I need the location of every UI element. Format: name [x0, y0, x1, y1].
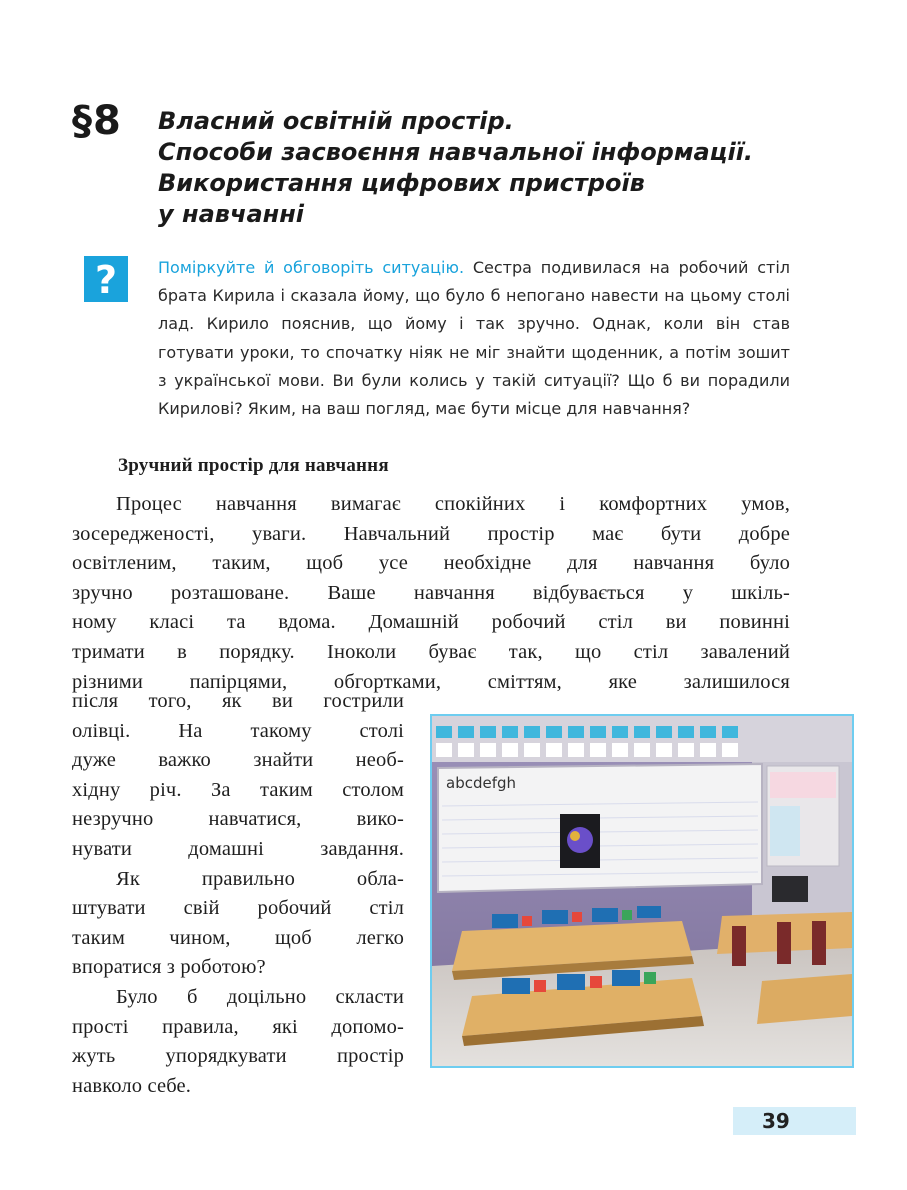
- text-line: Було б доцільно скласти: [116, 985, 404, 1008]
- text-line: штувати свій робочий стіл: [72, 897, 404, 920]
- section-number: §8: [72, 98, 122, 144]
- title-line: Способи засвоєння навчальної інформації.: [158, 138, 754, 166]
- text-line: зручно розташоване. Ваше навчання відбувається у шкіль-: [72, 581, 790, 604]
- text-line: хідну річ. За таким столом: [72, 778, 404, 801]
- text-line: тримати в порядку. Іноколи буває так, що стіл завалений: [72, 640, 790, 663]
- section-title: [158, 106, 838, 230]
- text-line: нувати домашні завдання.: [72, 837, 404, 860]
- board-text: abcdefgh: [446, 774, 517, 792]
- svg-text:?: ?: [94, 258, 118, 302]
- subheading: Зручний простір для навчання: [118, 455, 389, 476]
- body-paragraph-wrapped: [72, 687, 404, 1101]
- text-line: різними папірцями, обгортками, сміттям, яке залишилося: [72, 670, 790, 693]
- discussion-question: [158, 254, 790, 423]
- text-line: Як правильно обла-: [116, 867, 404, 890]
- text-line: прості правила, які допомо-: [72, 1015, 404, 1038]
- title-line: Використання цифрових пристроїв: [158, 169, 645, 197]
- classroom-illustration: [432, 716, 852, 1066]
- body-paragraph: [72, 490, 790, 697]
- text-line: олівці. На такому столі: [72, 719, 404, 742]
- text-line: жуть упорядкувати простір: [72, 1045, 404, 1068]
- text-line: дуже важко знайти необ-: [72, 749, 404, 772]
- text-line: ному класі та вдома. Домашній робочий стіл ви повинні: [72, 611, 790, 634]
- page-number: 39: [762, 1109, 790, 1133]
- classroom-photo: [430, 714, 854, 1068]
- question-text: Сестра подивилася на робочий стіл брата Кирила і сказала йому, що було б непогано навести на цьому столі лад. Кирило пояснив, що йому і так зручно. Однак, коли він став готувати уроки, то спочатку ніяк не міг знайти щоденник, а потім зошит з української мови. Ви були колись у такій ситуації? Що б ви порадили Кирилові? Яким, на ваш погляд, має бути місце для навчання?: [158, 258, 790, 419]
- text-line: незручно навчатися, вико-: [72, 808, 404, 831]
- page-number-box: [733, 1107, 856, 1135]
- text-line: зосередженості, уваги. Навчальний простір має бути добре: [72, 522, 790, 545]
- text-line: Процес навчання вимагає спокійних і комфортних умов,: [116, 493, 790, 515]
- question-lead: Поміркуйте й обговоріть ситуацію.: [158, 258, 465, 277]
- text-line: навколо себе.: [72, 1074, 192, 1097]
- title-line: Власний освітній простір.: [158, 107, 514, 135]
- question-mark-icon: [84, 256, 128, 302]
- title-line: у навчанні: [158, 200, 305, 228]
- text-line: після того, як ви гострили: [72, 690, 404, 712]
- text-line: освітленим, таким, щоб усе необхідне для навчання було: [72, 552, 790, 575]
- text-line: впоратися з роботою?: [72, 956, 266, 979]
- text-line: таким чином, щоб легко: [72, 926, 404, 949]
